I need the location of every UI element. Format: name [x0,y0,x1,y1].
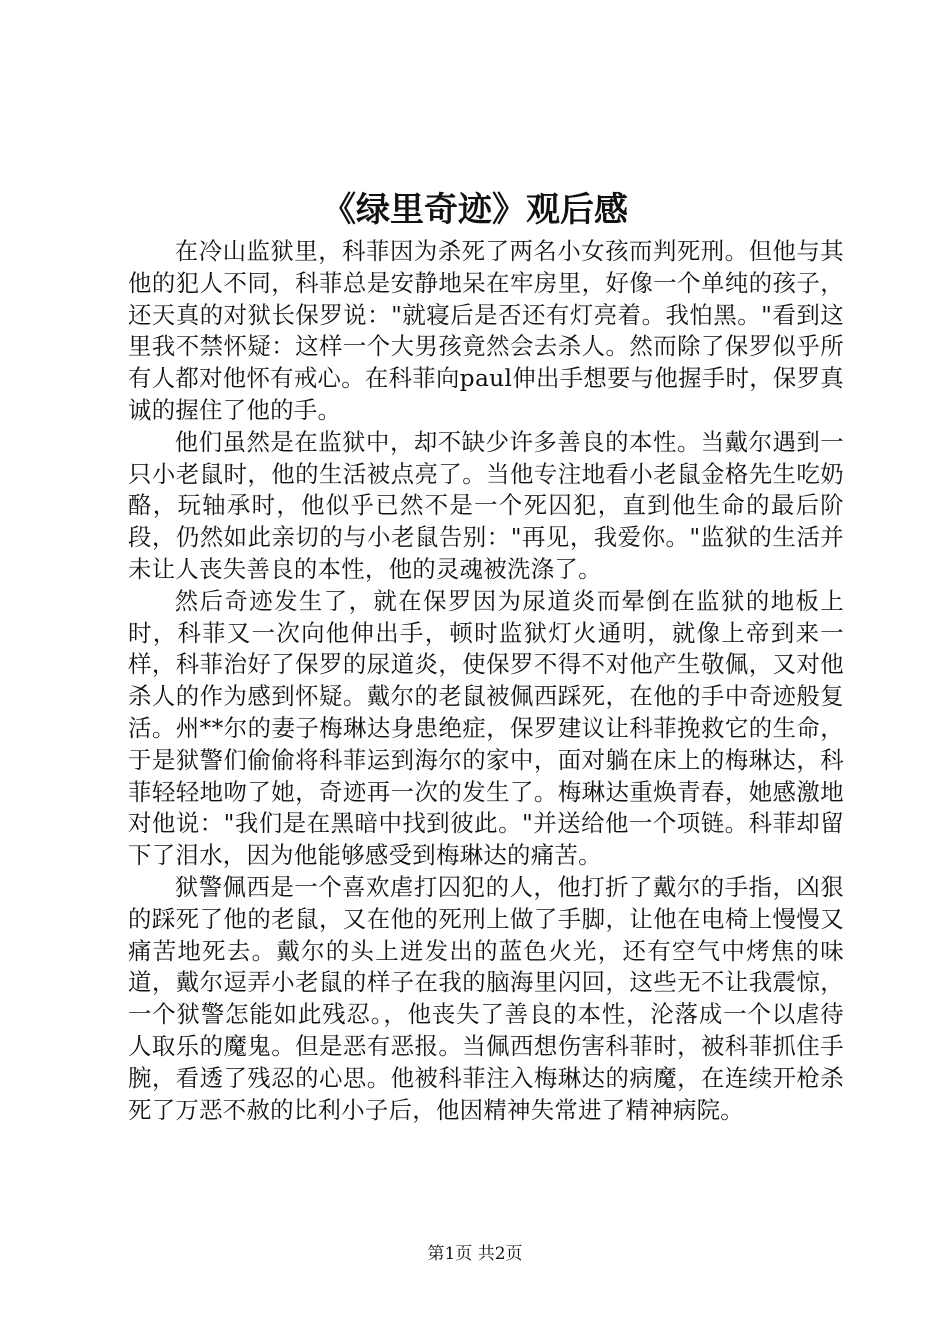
page-number-footer: 第1页 共2页 [427,1244,523,1264]
paragraph-2: 他们虽然是在监狱中，却不缺少许多善良的本性。当戴尔遇到一只小老鼠时，他的生活被点亮了。当他专注地看小老鼠金格先生吃奶酪，玩轴承时，他似乎已然不是一个死囚犯，直到他生命的最后阶段，仍然如此亲切的与小老鼠告别："再见，我爱你。"监狱的生活并未让人丧失善良的本性，他的灵魂被洗涤了。 [128,427,844,583]
paragraph-3: 然后奇迹发生了，就在保罗因为尿道炎而晕倒在监狱的地板上时，科菲又一次向他伸出手，顿时监狱灯火通明，就像上帝到来一样，科菲治好了保罗的尿道炎，使保罗不得不对他产生敬佩，又对他杀人的作为感到怀疑。戴尔的老鼠被佩西踩死，在他的手中奇迹般复活。州**尔的妻子梅琳达身患绝症，保罗建议让科菲挽救它的生命，于是狱警们偷偷将科菲运到海尔的家中，面对躺在床上的梅琳达，科菲轻轻地吻了她，奇迹再一次的发生了。梅琳达重焕青春，她感激地对他说："我们是在黑暗中找到彼此。"并送给他一个项链。科菲却留下了泪水，因为他能够感受到梅琳达的痛苦。 [128,586,844,870]
paragraph-1: 在冷山监狱里，科菲因为杀死了两名小女孩而判死刑。但他与其他的犯人不同，科菲总是安静地呆在牢房里，好像一个单纯的孩子，还天真的对狱长保罗说："就寝后是否还有灯亮着。我怕黑。"看到这里我不禁怀疑：这样一个大男孩竟然会去杀人。然而除了保罗似乎所有人都对他怀有戒心。在科菲向paul伸出手想要与他握手时，保罗真诚的握住了他的手。 [128,237,844,424]
document-body [128,236,844,1126]
document-title: 《绿里奇迹》观后感 [322,190,628,230]
paragraph-4: 狱警佩西是一个喜欢虐打囚犯的人，他打折了戴尔的手指，凶狠的踩死了他的老鼠，又在他的死刑上做了手脚，让他在电椅上慢慢又痛苦地死去。戴尔的头上迸发出的蓝色火光，还有空气中烤焦的味道，戴尔逗弄小老鼠的样子在我的脑海里闪回，这些无不让我震惊，一个狱警怎能如此残忍。，他丧失了善良的本性，沦落成一个以虐待人取乐的魔鬼。但是恶有恶报。当佩西想伤害科菲时，被科菲抓住手腕，看透了残忍的心思。他被科菲注入梅琳达的病魔，在连续开枪杀死了万恶不赦的比利小子后，他因精神失常进了精神病院。 [128,872,844,1124]
